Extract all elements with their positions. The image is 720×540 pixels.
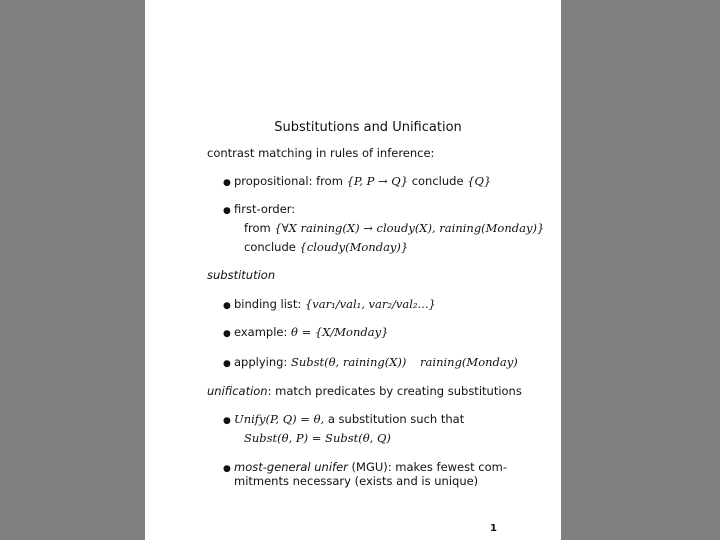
unify-line: [234, 412, 464, 426]
bullet-icon: ●: [223, 416, 231, 426]
intro-text: contrast matching in rules of inference:: [207, 146, 435, 160]
bullet-icon: ●: [223, 301, 231, 311]
bullet-icon: ●: [223, 178, 231, 188]
mgu-line-1: [234, 460, 507, 474]
example-expr: θ = {X/Monday}: [291, 325, 389, 339]
unify-text: a substitution such that: [327, 412, 465, 426]
slide-page: [145, 0, 561, 540]
unify-expr: Unify(P, Q) = θ,: [234, 412, 325, 426]
bullet-icon: ●: [223, 464, 231, 474]
first-order-conclusion-line: [244, 240, 408, 254]
propositional-label: propositional: from: [234, 174, 343, 188]
bullet-icon: ●: [223, 329, 231, 339]
binding-line: [234, 297, 436, 311]
first-order-conclude-word: conclude: [244, 240, 296, 254]
unify-condition: Subst(θ, P) = Subst(θ, Q): [244, 431, 391, 445]
mgu-line-2: mitments necessary (exists and is unique): [234, 474, 479, 488]
propositional-line: [234, 174, 491, 188]
propositional-conclusion: {Q}: [467, 174, 492, 188]
bullet-icon: ●: [223, 359, 231, 369]
applying-result: raining(Monday): [420, 355, 518, 369]
binding-label: binding list:: [234, 297, 302, 311]
page-number: 1: [490, 523, 497, 534]
mgu-line1-rest: (MGU): makes fewest com-: [351, 460, 507, 474]
first-order-premise-line: [244, 221, 544, 235]
example-label: example:: [234, 325, 288, 339]
example-line: [234, 325, 388, 339]
binding-expr: {var₁/val₁, var₂/val₂...}: [304, 297, 436, 311]
unification-line: [207, 384, 522, 398]
propositional-conclude-word: conclude: [411, 174, 464, 188]
unification-rest: : match predicates by creating substitutions: [267, 384, 522, 398]
unification-heading: unification: [207, 384, 268, 398]
first-order-label: first-order:: [234, 202, 296, 216]
bullet-icon: ●: [223, 206, 231, 216]
first-order-conclusion: {cloudy(Monday)}: [299, 240, 409, 254]
first-order-premise: {∀X raining(X) → cloudy(X), raining(Monday)}: [274, 221, 545, 235]
applying-line: [234, 355, 518, 369]
mgu-term: most-general unifer: [234, 460, 348, 474]
first-order-from-word: from: [244, 221, 271, 235]
applying-expr: Subst(θ, raining(X)): [290, 355, 407, 369]
applying-label: applying:: [234, 355, 288, 369]
substitution-heading: substitution: [207, 268, 276, 282]
slide-title: Substitutions and Unification: [274, 120, 462, 135]
propositional-premise: {P, P → Q}: [346, 174, 409, 188]
